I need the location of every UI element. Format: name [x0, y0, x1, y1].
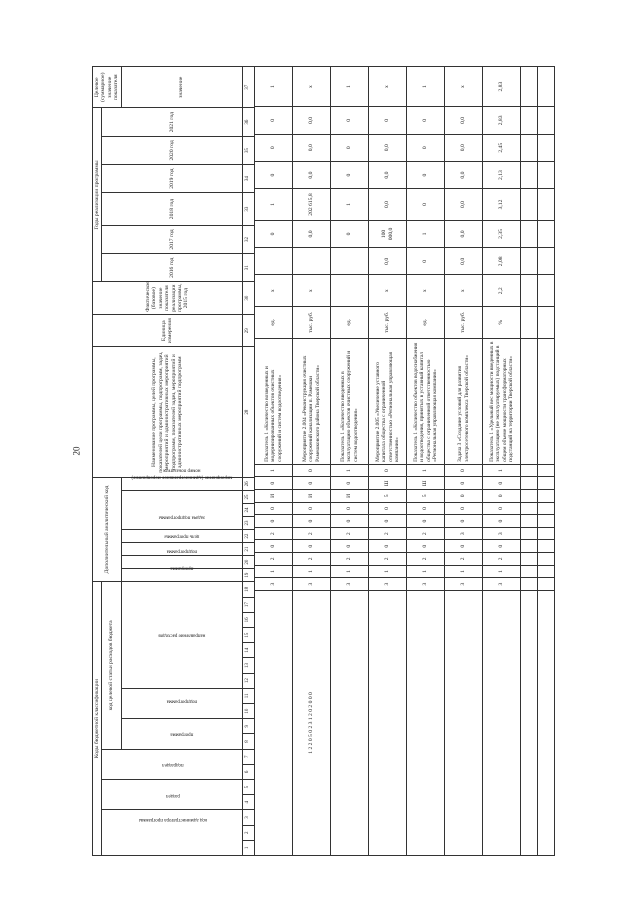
row-year-value-cell: 2,83 [483, 107, 521, 134]
analytic-code-cell: 0 [445, 490, 483, 503]
empty-cell [538, 189, 555, 221]
empty-cell [521, 161, 538, 188]
analytic-code-cell: 0 [483, 490, 521, 503]
analytic-code-cell: 3 [445, 578, 483, 591]
empty-cell [538, 553, 555, 566]
row-year-value-cell [331, 248, 369, 275]
analytic-code-cell: И [255, 490, 293, 503]
empty-cell [521, 565, 538, 578]
empty-cell [521, 220, 538, 247]
index-cell: 3 [242, 810, 254, 825]
table-row [407, 67, 445, 856]
analytic-code-cell: 0 [331, 515, 369, 528]
analytic-code-cell: 5 [407, 490, 445, 503]
analytic-indicator-header: номер показателя [121, 477, 242, 490]
row-target-value-cell: х [293, 67, 331, 107]
analytic-code-cell: 0 [445, 464, 483, 477]
analytic-code-cell: 0 [293, 477, 331, 490]
row-year-value-cell: 0 [331, 161, 369, 188]
row-year-value-cell: 2,08 [483, 248, 521, 275]
empty-cell [538, 248, 555, 275]
target-value-header: значение [121, 67, 242, 109]
empty-cell [538, 490, 555, 503]
row-unit-cell: тыс. руб. [445, 307, 483, 339]
analytic-code-cell: 0 [407, 515, 445, 528]
empty-cell [538, 220, 555, 247]
empty-cell [538, 161, 555, 188]
row-year-value-cell: 2,35 [483, 220, 521, 247]
analytic-code-cell: 0 [445, 502, 483, 515]
index-cell: 18 [242, 582, 254, 597]
index-cell: 19 [242, 569, 254, 582]
analytic-code-cell: 5 [369, 490, 407, 503]
row-year-value-cell: 0,0 [369, 134, 407, 161]
row-base-value-cell: х [445, 275, 483, 307]
row-base-value-cell: х [407, 275, 445, 307]
row-year-value-cell: 0 [331, 220, 369, 247]
analytic-code-cell: 0 [407, 502, 445, 515]
analytic-code-cell: 0 [369, 464, 407, 477]
row-target-value-cell: 1 [331, 67, 369, 107]
index-cell: 12 [242, 673, 254, 688]
row-year-value-cell: 100 000,0 [369, 220, 407, 247]
index-cell: 11 [242, 688, 254, 703]
analytic-code-cell: Ш [369, 477, 407, 490]
analytic-code-cell: 0 [331, 540, 369, 553]
empty-cell [538, 565, 555, 578]
row-base-value-cell: 2,2 [483, 275, 521, 307]
analytic-code-cell: 3 [483, 578, 521, 591]
empty-cell [538, 107, 555, 134]
table-row [445, 67, 483, 856]
row-year-value-cell: 0 [407, 189, 445, 221]
analytic-code-cell: 0 [483, 515, 521, 528]
row-base-value-cell [331, 275, 369, 307]
row-unit-cell: ед. [407, 307, 445, 339]
index-cell: 31 [242, 254, 254, 282]
analytic-code-cell: 1 [255, 565, 293, 578]
analytic-code-cell: 0 [445, 477, 483, 490]
index-cell: 20 [242, 556, 254, 569]
row-base-value-cell: х [369, 275, 407, 307]
year-2020-header: 2020 год [102, 136, 242, 164]
empty-cell [521, 590, 538, 855]
analytic-code-cell: 2 [369, 527, 407, 540]
row-name-cell: Задача 3 «Создание условий для развития электросетевого комплекса Тверской области» [445, 338, 483, 464]
analytic-code-cell: Ш [407, 477, 445, 490]
row-year-value-cell: 0,0 [293, 134, 331, 161]
index-cell: 29 [242, 314, 254, 347]
row-year-value-cell: 0 [255, 134, 293, 161]
index-cell: 1 [242, 840, 254, 855]
program-table-rotated [92, 66, 532, 856]
fact-column-header: Фактическое (базовое) значение показателя реализации программы, 2015 год [93, 282, 243, 315]
empty-cell [538, 590, 555, 855]
empty-cell [521, 540, 538, 553]
empty-cell [521, 248, 538, 275]
analytic-code-cell: 0 [293, 515, 331, 528]
analytic-code-cell: 2 [369, 553, 407, 566]
empty-cell [538, 515, 555, 528]
analytic-code-cell: 0 [293, 464, 331, 477]
budget-code-cell [255, 590, 293, 855]
analytic-program-header: программа [121, 569, 242, 582]
analytic-subprogram-header: подпрограмма [121, 556, 242, 569]
row-year-value-cell: 0 [407, 161, 445, 188]
section-header: раздел [102, 779, 242, 809]
index-cell: 9 [242, 719, 254, 734]
index-cell: 28 [242, 347, 254, 477]
index-cell: 26 [242, 477, 254, 490]
empty-cell [538, 540, 555, 553]
empty-cell [521, 578, 538, 591]
analytic-code-cell: 3 [369, 578, 407, 591]
analytic-code-cell: 0 [255, 477, 293, 490]
subprogram-code-header: подпрограмма [121, 688, 242, 718]
row-name-cell: Показатель 1 «Количество возведенных и модернизированных объектов очистных сооружений и систем водоотведения» [255, 338, 293, 464]
index-cell: 16 [242, 612, 254, 627]
analytic-code-cell: 1 [407, 464, 445, 477]
row-year-value-cell: 0,0 [293, 161, 331, 188]
analytic-code-cell: 0 [483, 477, 521, 490]
direction-header: направление расходов [121, 582, 242, 689]
index-cell: 30 [242, 282, 254, 315]
analytic-code-cell: 0 [293, 502, 331, 515]
years-column-header: Годы реализации программы [93, 108, 102, 282]
row-year-value-cell: 0,0 [445, 189, 483, 221]
analytic-code-cell: 0 [483, 502, 521, 515]
empty-cell [521, 338, 538, 464]
analytic-code-cell: 1 [331, 464, 369, 477]
program-code-header: программа [121, 719, 242, 749]
row-target-value-cell: х [369, 67, 407, 107]
year-2021-header: 2021 год [102, 108, 242, 136]
row-year-value-cell: 3,12 [483, 189, 521, 221]
row-unit-cell: ед. [331, 307, 369, 339]
row-target-value-cell: 1 [255, 67, 293, 107]
row-base-value-cell: х [255, 275, 293, 307]
budget-code-cell [445, 590, 483, 855]
name-column-header: Наименование программы, целей программы, показателей цели программы, подпрограмм, задач, мероприятий и административных мероприятий подпрограмм, показателей задач, мероприятий и административных мероприятий подпрограмм [93, 347, 243, 477]
index-cell: 34 [242, 165, 254, 193]
year-2017-header: 2017 год [102, 225, 242, 253]
row-year-value-cell: 0 [407, 134, 445, 161]
empty-cell [521, 527, 538, 540]
row-target-value-cell: 2,83 [483, 67, 521, 107]
budget-code-cell [331, 590, 369, 855]
analytic-code-cell: 1 [483, 565, 521, 578]
row-year-value-cell: 0,0 [445, 134, 483, 161]
analytic-code-cell: 0 [331, 477, 369, 490]
empty-cell [538, 338, 555, 464]
row-year-value-cell [293, 248, 331, 275]
budget-code-cell [483, 590, 521, 855]
analytic-code-cell: 2 [331, 553, 369, 566]
analytic-code-cell: И [331, 490, 369, 503]
analytic-code-cell: 2 [293, 527, 331, 540]
table-row [255, 67, 293, 856]
analytic-code-cell: 0 [331, 502, 369, 515]
analytic-code-cell: 0 [369, 540, 407, 553]
index-cell: 10 [242, 703, 254, 718]
table-row [369, 67, 407, 856]
analytic-code-cell: 2 [255, 527, 293, 540]
empty-cell [521, 107, 538, 134]
row-year-value-cell: 0 [407, 107, 445, 134]
analytic-code-cell: 0 [255, 515, 293, 528]
index-cell: 15 [242, 627, 254, 642]
rotated-sheet [92, 66, 532, 856]
row-year-value-cell: 2,13 [483, 161, 521, 188]
empty-cell [538, 502, 555, 515]
analytic-task-header: задача подпрограммы [121, 530, 242, 543]
analytic-code-cell: 1 [407, 565, 445, 578]
header-row-1 [93, 67, 102, 856]
row-year-value-cell: 202 615,8 [293, 189, 331, 221]
row-year-value-cell: 0,0 [293, 107, 331, 134]
analytic-code-cell: 1 [331, 565, 369, 578]
empty-cell [521, 490, 538, 503]
analytic-code-cell: 1 [293, 565, 331, 578]
empty-cell [538, 134, 555, 161]
analytic-code-cell: 0 [369, 515, 407, 528]
analytic-code-cell: 0 [255, 540, 293, 553]
index-cell: 25 [242, 490, 254, 503]
analytic-code-cell: 1 [445, 565, 483, 578]
analytic-code-cell: 3 [445, 527, 483, 540]
table-row [293, 67, 331, 856]
analytic-code-cell: 2 [407, 527, 445, 540]
index-cell: 13 [242, 658, 254, 673]
index-cell: 4 [242, 795, 254, 810]
empty-row [538, 67, 555, 856]
empty-cell [538, 275, 555, 307]
analytic-code-cell: 1 [255, 464, 293, 477]
analytic-code-header: Дополнительный аналитический код [93, 477, 122, 581]
empty-cell [538, 578, 555, 591]
row-year-value-cell: 0 [369, 107, 407, 134]
empty-cell [521, 502, 538, 515]
row-name-cell: Показатель 1 «Количество объектов водоснабжения и водоотведения, принятых в уставный капитал общества с ограниченной ответственностью «Региональная управляющая компания» [407, 338, 445, 464]
row-target-value-cell: 1 [407, 67, 445, 107]
index-cell: 36 [242, 108, 254, 136]
target-article-header: код целевой статьи расходов бюджета [102, 582, 121, 749]
index-cell: 7 [242, 749, 254, 764]
analytic-code-cell: 0 [445, 515, 483, 528]
year-2016-header: 2016 год [102, 254, 242, 282]
row-year-value-cell: 0 [255, 220, 293, 247]
row-year-value-cell: 0,0 [445, 248, 483, 275]
analytic-code-cell: 3 [331, 578, 369, 591]
row-year-value-cell: 0,0 [369, 189, 407, 221]
row-year-value-cell: 0,0 [369, 161, 407, 188]
analytic-code-cell: 0 [369, 502, 407, 515]
analytic-code-cell: 0 [407, 540, 445, 553]
subsection-header: подраздел [102, 749, 242, 779]
analytic-code-cell: 2 [483, 553, 521, 566]
analytic-code-cell: 3 [293, 578, 331, 591]
index-cell: 14 [242, 643, 254, 658]
row-year-value-cell: 0 [255, 107, 293, 134]
year-2018-header: 2018 год [102, 193, 242, 226]
empty-cell [538, 527, 555, 540]
index-cell: 2 [242, 825, 254, 840]
analytic-code-cell: 1 [483, 464, 521, 477]
row-year-value-cell: 0 [255, 161, 293, 188]
empty-cell [521, 515, 538, 528]
row-unit-cell: % [483, 307, 521, 339]
page-number: 20 [71, 446, 82, 456]
program-rows-table [254, 66, 555, 856]
budget-code-cell: 1 2 2 0 5 0 2 3 1 2 0 2 0 0 0 [293, 590, 331, 855]
row-unit-cell: тыс. руб. [293, 307, 331, 339]
empty-cell [521, 553, 538, 566]
index-cell: 37 [242, 67, 254, 109]
index-cell: 17 [242, 597, 254, 612]
empty-cell [521, 464, 538, 477]
analytic-measure-header: мероприятие (административное мероприятие) [121, 490, 242, 529]
index-cell: 23 [242, 517, 254, 530]
row-year-value-cell: 1 [331, 189, 369, 221]
index-cell: 24 [242, 503, 254, 516]
analytic-goal-header: цель программы [121, 543, 242, 556]
index-cell: 32 [242, 225, 254, 253]
analytic-code-cell: 3 [483, 527, 521, 540]
analytic-code-cell: 0 [293, 540, 331, 553]
empty-cell [538, 464, 555, 477]
row-base-value-cell: х [293, 275, 331, 307]
index-cell: 21 [242, 543, 254, 556]
target-column-header: Целевое (суммарное) значение показателя [93, 67, 122, 109]
unit-column-header: Единица измерения [93, 314, 243, 347]
analytic-code-cell: 0 [445, 540, 483, 553]
analytic-code-cell: 3 [407, 578, 445, 591]
row-unit-cell: ед. [255, 307, 293, 339]
admin-code-header: код администратора программы [102, 810, 242, 856]
analytic-code-cell: 2 [331, 527, 369, 540]
row-year-value-cell: 2,45 [483, 134, 521, 161]
budget-code-cell [369, 590, 407, 855]
row-year-value-cell: 0,0 [445, 220, 483, 247]
row-year-value-cell: 0,0 [293, 220, 331, 247]
row-year-value-cell: 1 [407, 220, 445, 247]
year-2019-header: 2019 год [102, 165, 242, 193]
empty-cell [521, 307, 538, 339]
index-cell: 22 [242, 530, 254, 543]
row-year-value-cell: 0 [407, 248, 445, 275]
row-name-cell: Показатель 1 «Количество введенных в эксплуатацию объектов очистных сооружений и систем водоотведения» [331, 338, 369, 464]
index-cell: 35 [242, 136, 254, 164]
index-row [242, 67, 254, 856]
row-name-cell: Мероприятие 2.004 «Реконструкция очистных сооружений канализации п. Рамешки Рамешковского района Тверской области» [293, 338, 331, 464]
row-year-value-cell [255, 248, 293, 275]
row-year-value-cell: 0,0 [445, 107, 483, 134]
empty-cell [538, 477, 555, 490]
empty-cell [521, 477, 538, 490]
row-year-value-cell: 0 [331, 134, 369, 161]
budget-code-cell [407, 590, 445, 855]
empty-cell [521, 275, 538, 307]
row-year-value-cell: 0,0 [445, 161, 483, 188]
program-indicators-table [92, 66, 255, 856]
analytic-code-cell: 2 [407, 553, 445, 566]
index-cell: 5 [242, 779, 254, 794]
analytic-code-cell: 0 [483, 540, 521, 553]
row-year-value-cell: 0,0 [369, 248, 407, 275]
index-cell: 6 [242, 764, 254, 779]
analytic-code-cell: 0 [255, 502, 293, 515]
table-row [483, 67, 521, 856]
empty-cell [521, 134, 538, 161]
empty-row [521, 67, 538, 856]
analytic-code-cell: 1 [369, 565, 407, 578]
analytic-code-cell: И [293, 490, 331, 503]
row-target-value-cell: х [445, 67, 483, 107]
analytic-code-cell: 2 [293, 553, 331, 566]
row-name-cell: Показатель 1 «Удельный вес мощности введенных в эксплуатацию (не эксплуатируемых) подстанций в общем объеме мощности трансформаторных подстанций на территории Тверской области» [483, 338, 521, 464]
empty-cell [521, 67, 538, 107]
row-name-cell: Мероприятие 2.005 «Увеличение уставного капитала общества с ограниченной ответственностью «Региональная управляющая компания» [369, 338, 407, 464]
empty-cell [538, 67, 555, 107]
analytic-code-cell: 2 [445, 553, 483, 566]
analytic-code-cell: 2 [255, 553, 293, 566]
table-row [331, 67, 369, 856]
index-cell: 33 [242, 193, 254, 226]
index-cell: 8 [242, 734, 254, 749]
row-unit-cell: тыс. руб. [369, 307, 407, 339]
row-year-value-cell: 0 [331, 107, 369, 134]
analytic-code-cell: 3 [255, 578, 293, 591]
empty-cell [521, 189, 538, 221]
row-year-value-cell: 1 [255, 189, 293, 221]
rows-body [255, 67, 555, 856]
budget-codes-header: Коды бюджетной классификации [93, 582, 102, 856]
empty-cell [538, 307, 555, 339]
